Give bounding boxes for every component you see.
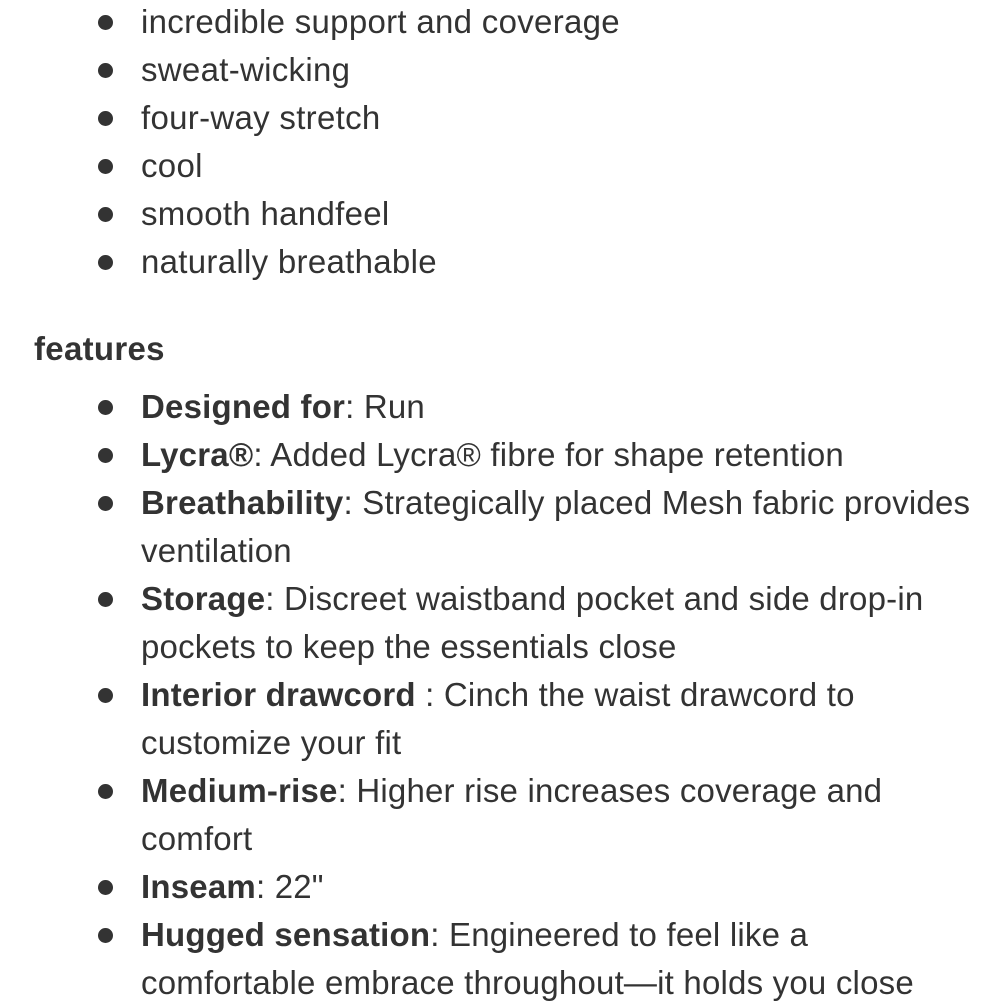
list-item [0, 238, 1000, 286]
feature-text: Strategically placed Mesh fabric provides ventilation [141, 484, 971, 569]
benefits-list [0, 0, 1000, 286]
benefit-text: smooth handfeel [141, 195, 390, 232]
list-item [0, 190, 1000, 238]
feature-text: Discreet waistband pocket and side drop-in pockets to keep the essentials close [141, 580, 924, 665]
feature-label: Medium-rise [141, 772, 338, 809]
feature-item [0, 671, 971, 767]
feature-label: Hugged sensation [141, 916, 431, 953]
feature-separator: : [430, 916, 449, 953]
bullet-icon [98, 159, 113, 174]
feature-item [0, 911, 971, 1007]
feature-separator: : [255, 868, 275, 905]
bullet-icon [98, 496, 113, 511]
bullet-icon [98, 784, 113, 799]
feature-text: Cinch the waist drawcord to customize your fit [141, 676, 855, 761]
list-item [0, 94, 1000, 142]
bullet-icon [98, 15, 113, 30]
list-item [0, 142, 1000, 190]
feature-label: Storage [141, 580, 266, 617]
feature-label: Inseam [141, 868, 256, 905]
feature-item [0, 383, 971, 431]
feature-item [0, 479, 971, 575]
feature-text: Added Lycra® fibre for shape retention [270, 436, 844, 473]
feature-item [0, 575, 971, 671]
feature-separator: : [415, 676, 444, 713]
bullet-icon [98, 592, 113, 607]
bullet-icon [98, 111, 113, 126]
benefit-text: cool [141, 147, 203, 184]
feature-label: Interior drawcord [141, 676, 416, 713]
feature-label: Lycra® [141, 436, 254, 473]
bullet-icon [98, 255, 113, 270]
feature-label: Designed for [141, 388, 346, 425]
feature-separator: : [345, 388, 364, 425]
feature-separator: : [253, 436, 271, 473]
feature-text: 22" [274, 868, 324, 905]
bullet-icon [98, 207, 113, 222]
list-item [0, 46, 1000, 94]
feature-text: Engineered to feel like a comfortable embrace throughout—it holds you close [141, 916, 914, 1001]
bullet-icon [98, 880, 113, 895]
feature-text: Higher rise increases coverage and comfort [141, 772, 883, 857]
benefit-text: naturally breathable [141, 243, 437, 280]
feature-separator: : [265, 580, 285, 617]
benefit-text: incredible support and coverage [141, 3, 620, 40]
bullet-icon [98, 63, 113, 78]
bullet-icon [98, 928, 113, 943]
features-heading: features [34, 330, 165, 367]
feature-separator: : [343, 484, 363, 521]
bullet-icon [98, 400, 113, 415]
feature-item [0, 767, 971, 863]
feature-separator: : [337, 772, 357, 809]
feature-text: Run [363, 388, 425, 425]
bullet-icon [98, 688, 113, 703]
features-list [0, 383, 1000, 1007]
list-item [0, 0, 1000, 46]
benefit-text: sweat-wicking [141, 51, 351, 88]
benefit-text: four-way stretch [141, 99, 381, 136]
feature-item [0, 863, 971, 911]
bullet-icon [98, 448, 113, 463]
feature-item [0, 431, 971, 479]
feature-label: Breathability [141, 484, 344, 521]
